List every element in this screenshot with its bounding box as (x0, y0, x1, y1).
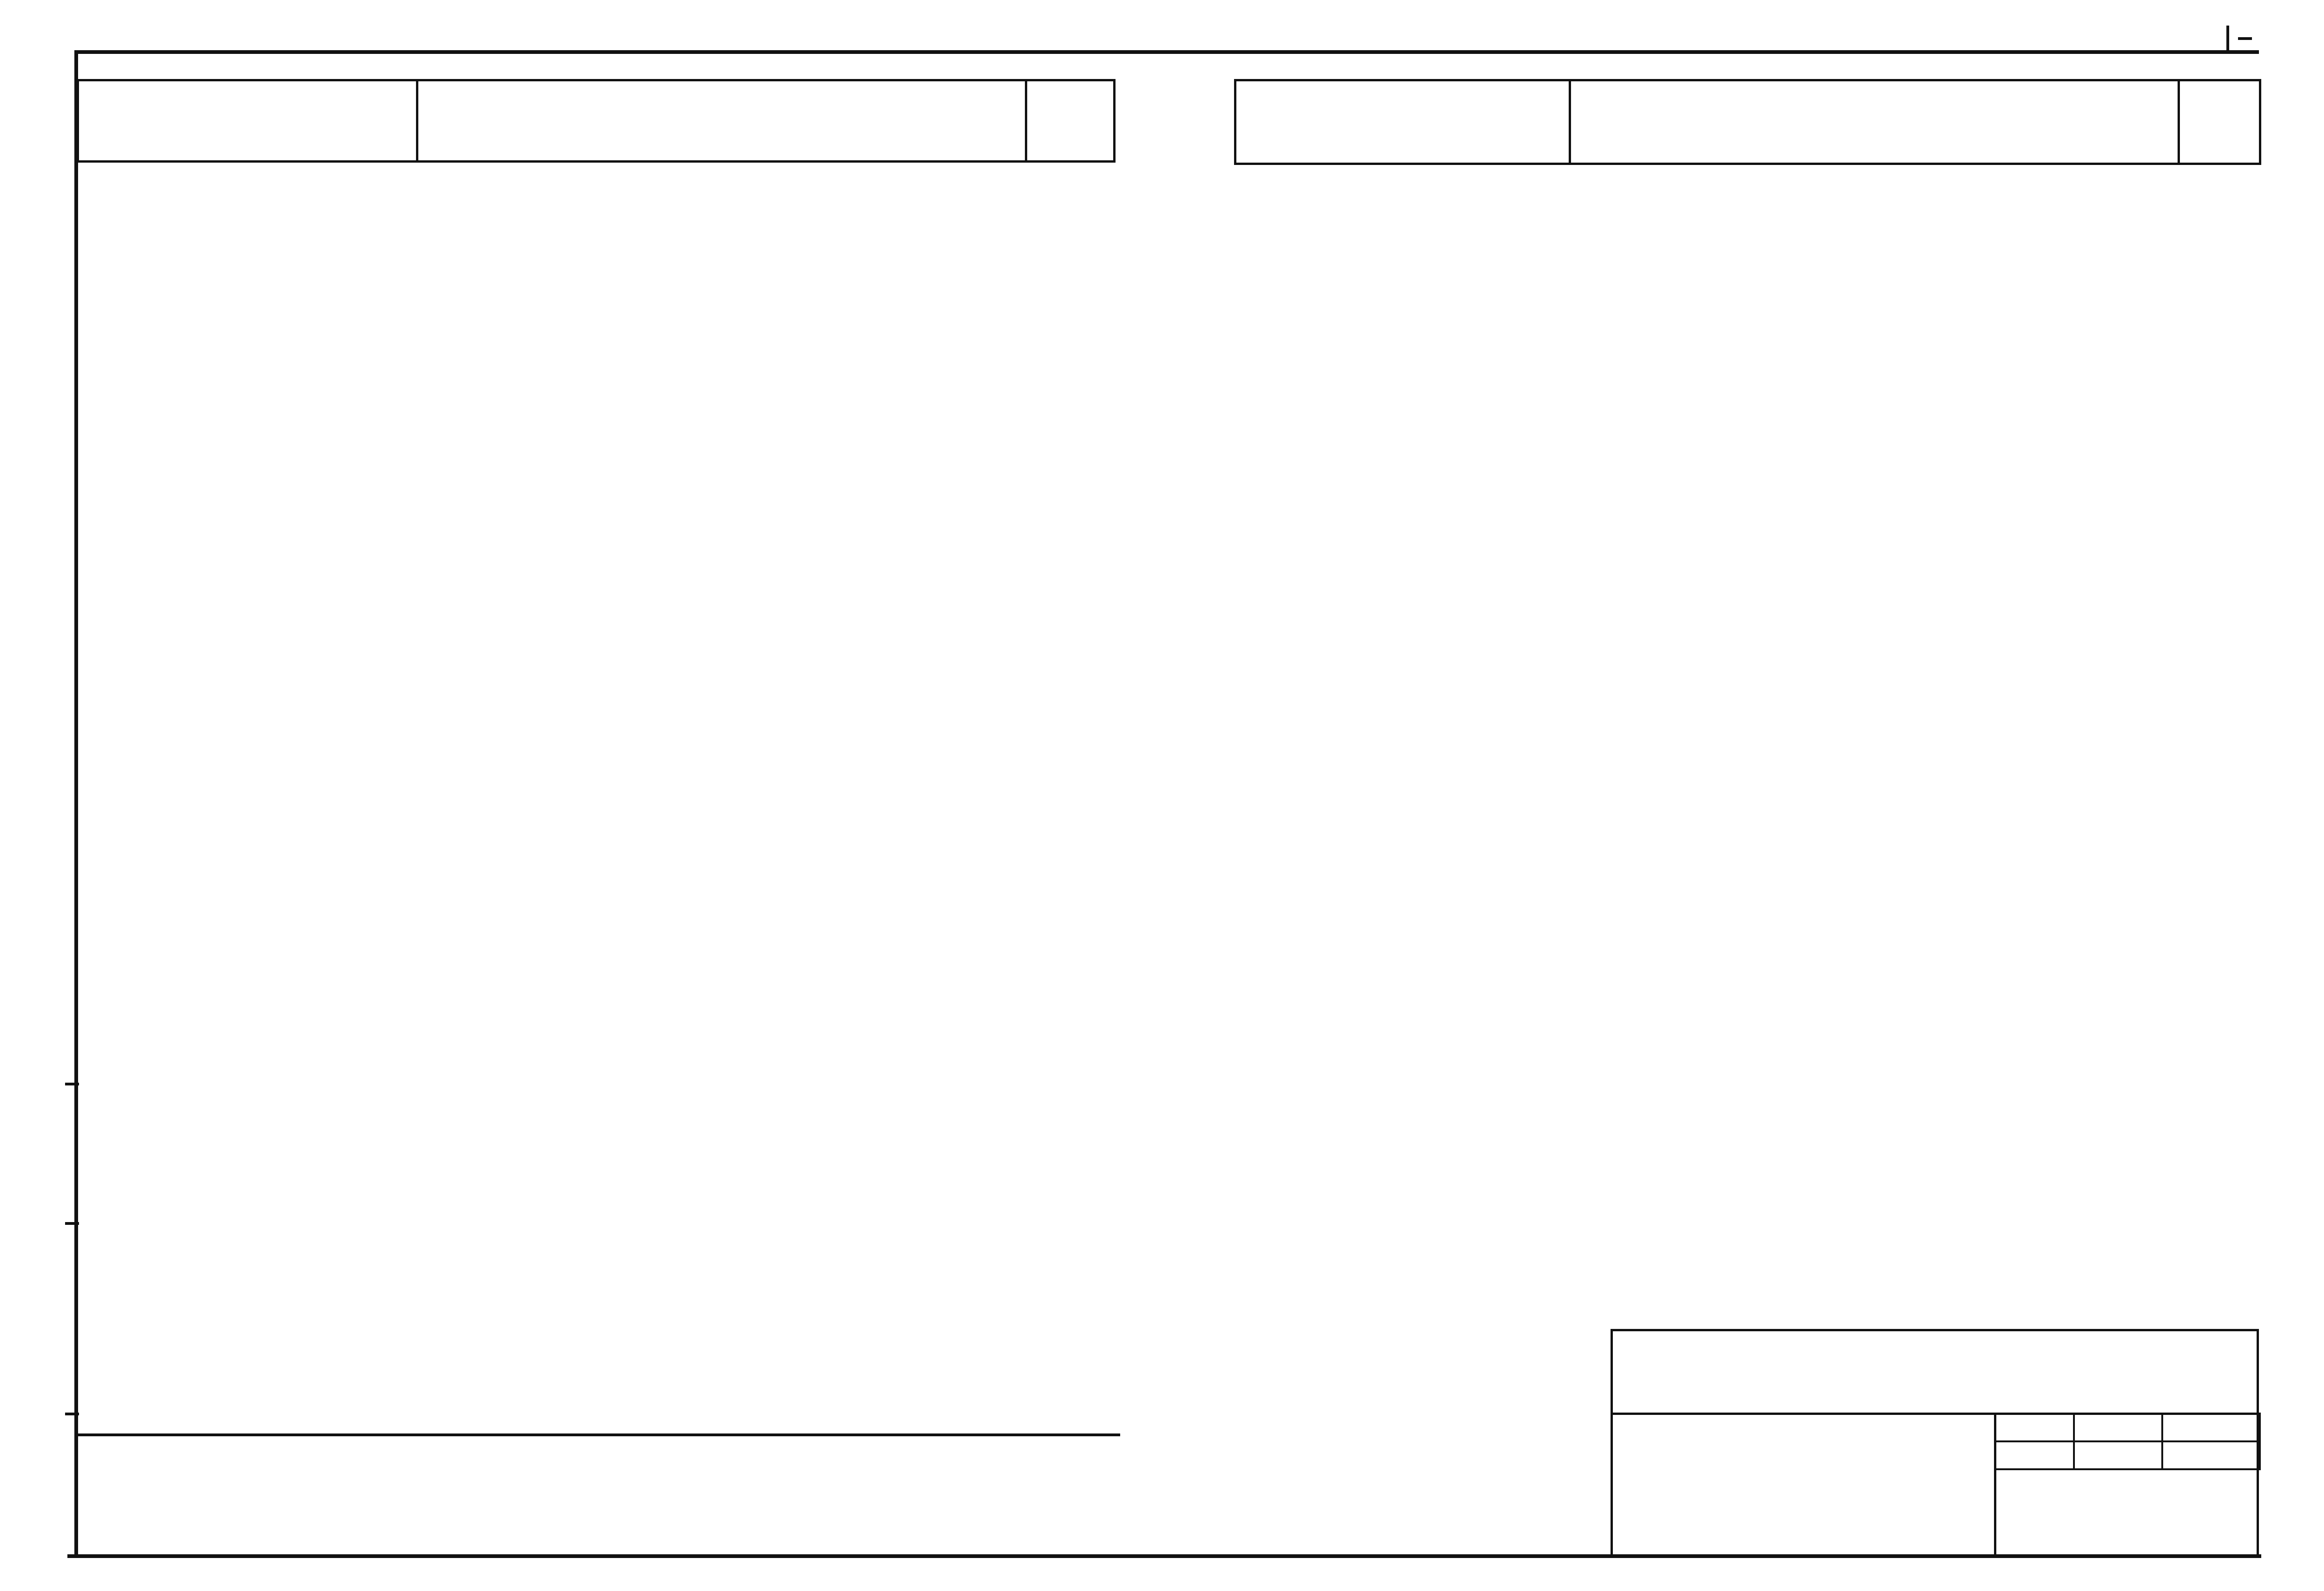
frame-left-line (74, 50, 78, 1558)
header-page (1026, 80, 1115, 162)
title-block (1239, 1329, 2259, 1557)
margin-tick (65, 1222, 79, 1225)
header-code (1235, 80, 1570, 164)
sheet-value (2074, 1441, 2162, 1469)
sheets-label (2162, 1413, 2260, 1441)
header-page (2179, 80, 2260, 164)
margin-tick (65, 1083, 79, 1085)
frame-top-line (74, 50, 2259, 54)
stage-value (1995, 1441, 2074, 1469)
stage-table (1994, 1413, 2261, 1470)
contents-table-left (77, 79, 1116, 163)
corner-mark (2226, 26, 2229, 53)
sheets-value (2162, 1441, 2260, 1469)
corner-mark (2238, 37, 2252, 40)
header-name (417, 80, 1026, 162)
header-code (78, 80, 417, 162)
contents-table-right (1234, 79, 2261, 165)
sheet-label (2074, 1413, 2162, 1441)
left-table-bottom-line (74, 1433, 1120, 1436)
stage-label (1995, 1413, 2074, 1441)
margin-tick (65, 1413, 79, 1415)
header-name (1570, 80, 2179, 164)
title-left-border (1611, 1329, 1613, 1557)
